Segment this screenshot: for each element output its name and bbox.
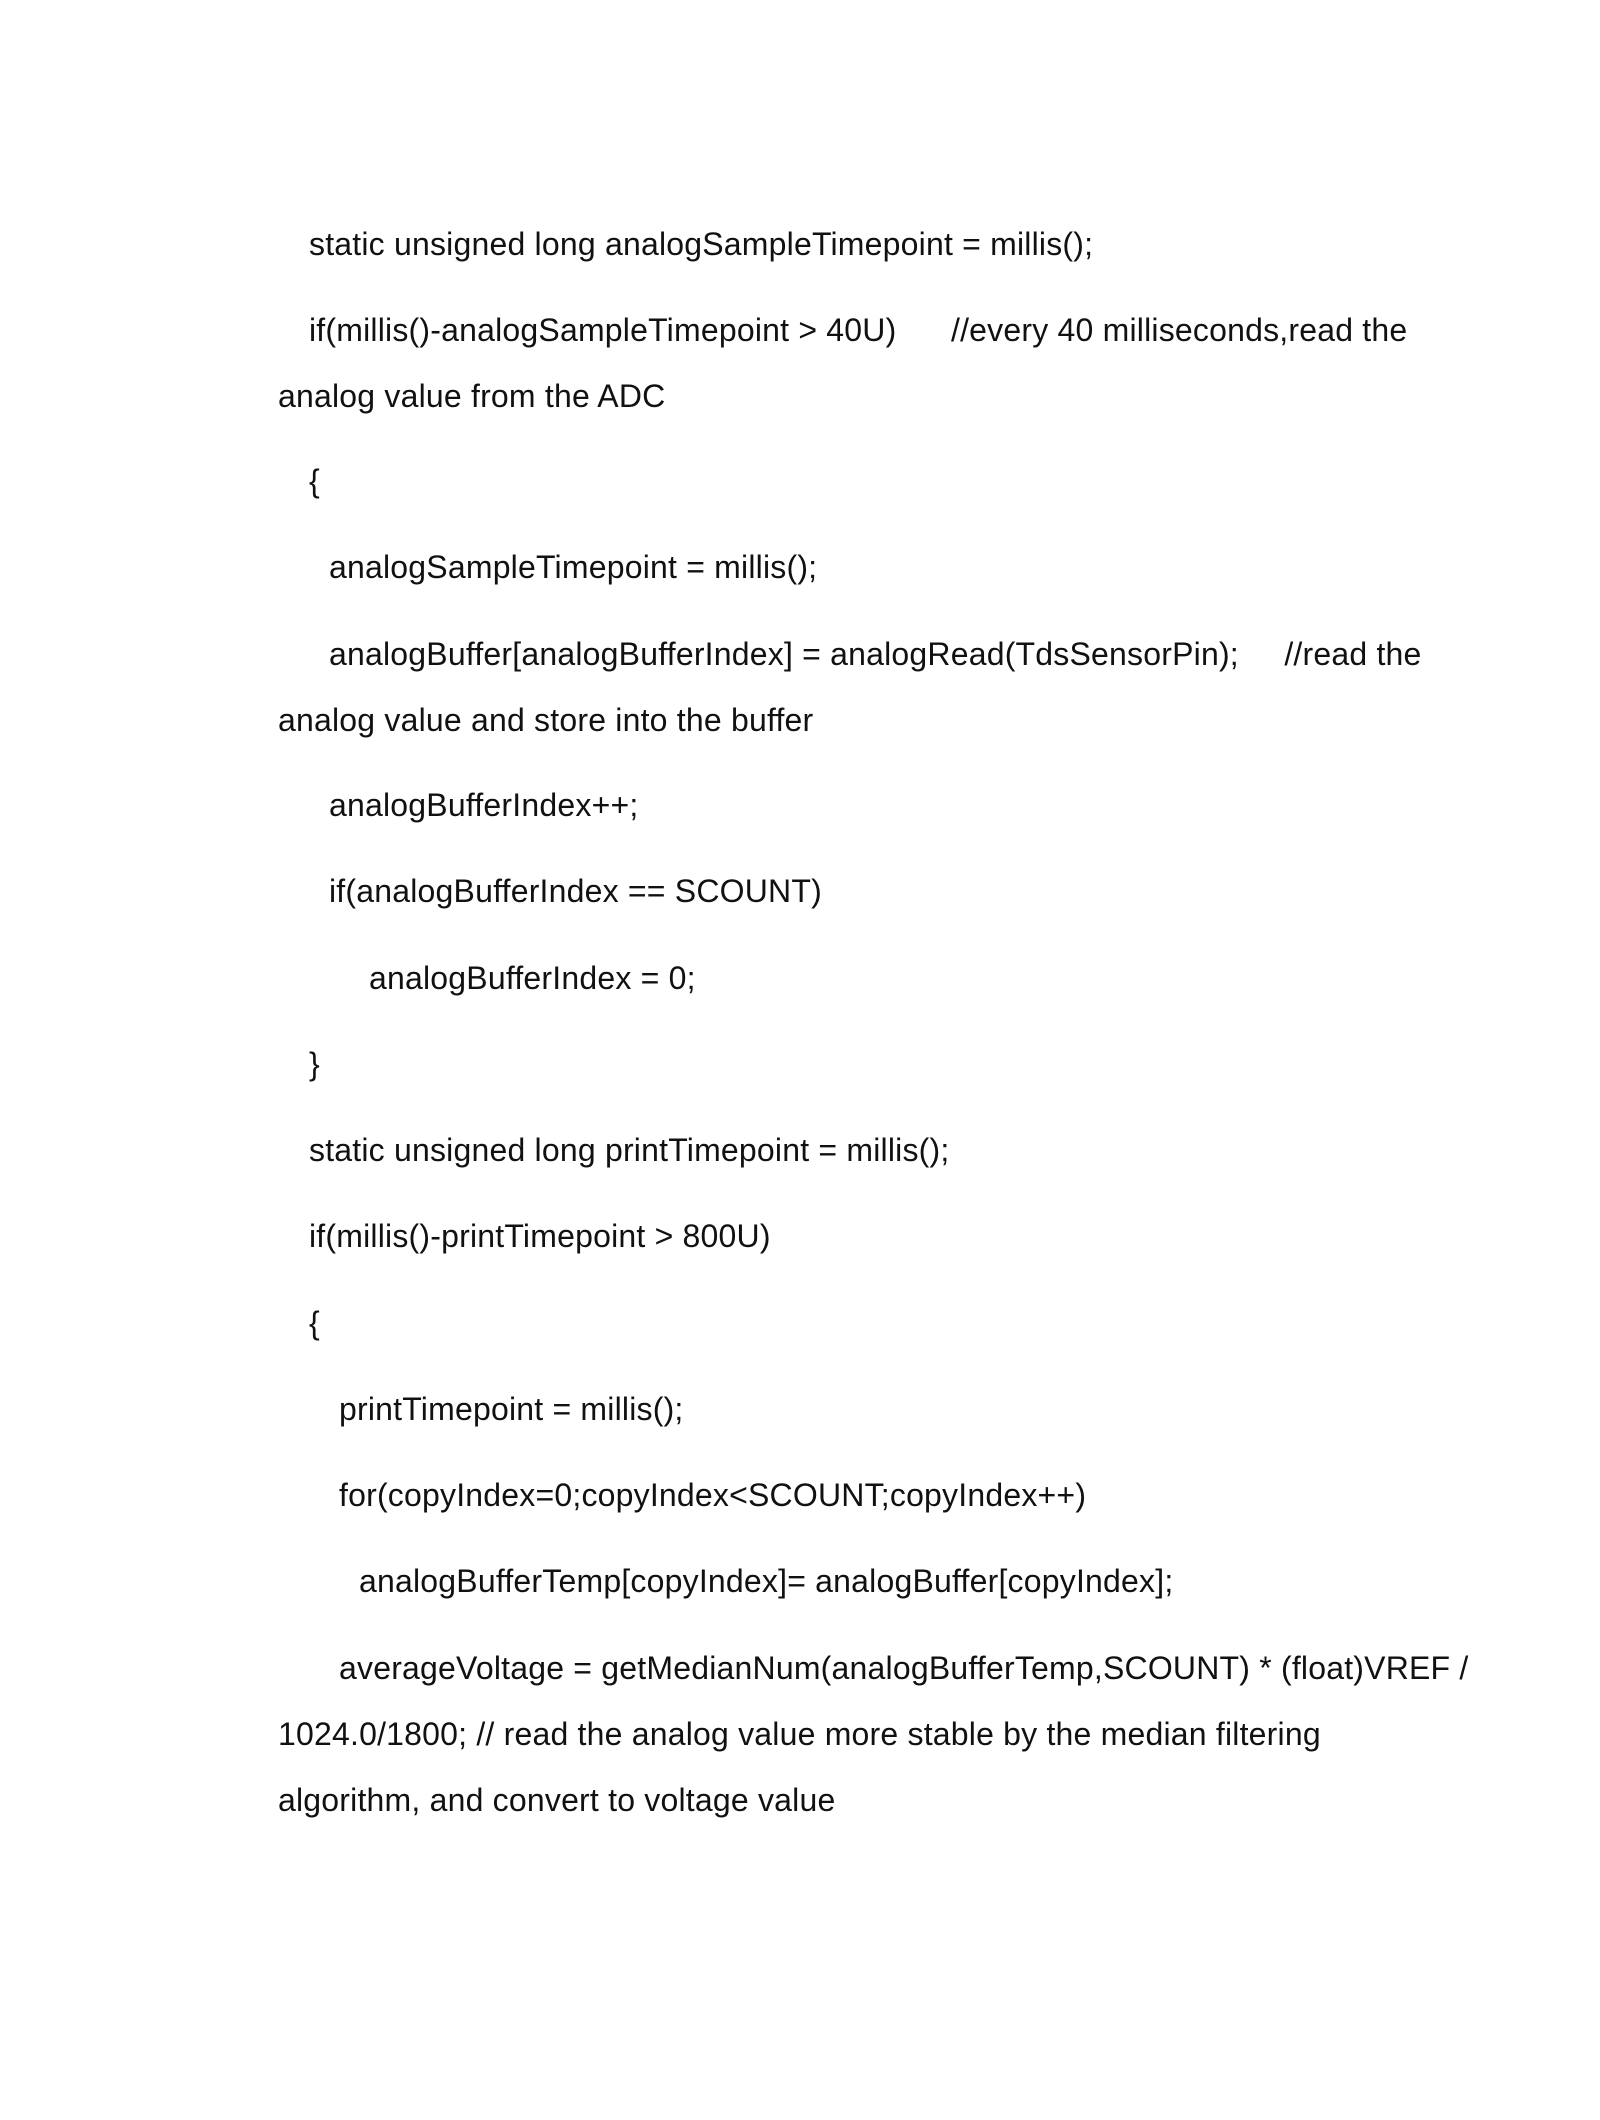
code-line: if(millis()-printTimepoint > 800U) <box>309 1218 771 1254</box>
code-line: analogBuffer[analogBufferIndex] = analogRead(TdsSensorPin); //read the <box>329 636 1422 672</box>
code-line: } <box>309 1046 320 1082</box>
code-line: static unsigned long analogSampleTimepoint = millis(); <box>309 226 1094 262</box>
code-line: analogBufferIndex = 0; <box>369 960 696 996</box>
code-line: static unsigned long printTimepoint = millis(); <box>309 1132 950 1168</box>
code-line: printTimepoint = millis(); <box>339 1391 684 1427</box>
code-line: { <box>309 1305 320 1341</box>
code-line: if(millis()-analogSampleTimepoint > 40U) //every 40 milliseconds,read the <box>309 312 1408 348</box>
code-line: averageVoltage = getMedianNum(analogBufferTemp,SCOUNT) * (float)VREF / <box>339 1650 1469 1686</box>
code-line: for(copyIndex=0;copyIndex<SCOUNT;copyIndex++) <box>339 1477 1087 1513</box>
code-line: if(analogBufferIndex == SCOUNT) <box>329 873 822 909</box>
code-line: analogBufferTemp[copyIndex]= analogBuffer[copyIndex]; <box>359 1563 1174 1599</box>
code-line: analogBufferIndex++; <box>329 787 639 823</box>
code-line: analog value and store into the buffer <box>278 702 814 738</box>
code-line: { <box>309 463 320 499</box>
code-line: analogSampleTimepoint = millis(); <box>329 549 818 585</box>
code-line: algorithm, and convert to voltage value <box>278 1782 836 1818</box>
code-line: 1024.0/1800; // read the analog value more stable by the median filtering <box>278 1716 1321 1752</box>
code-line: analog value from the ADC <box>278 378 666 414</box>
